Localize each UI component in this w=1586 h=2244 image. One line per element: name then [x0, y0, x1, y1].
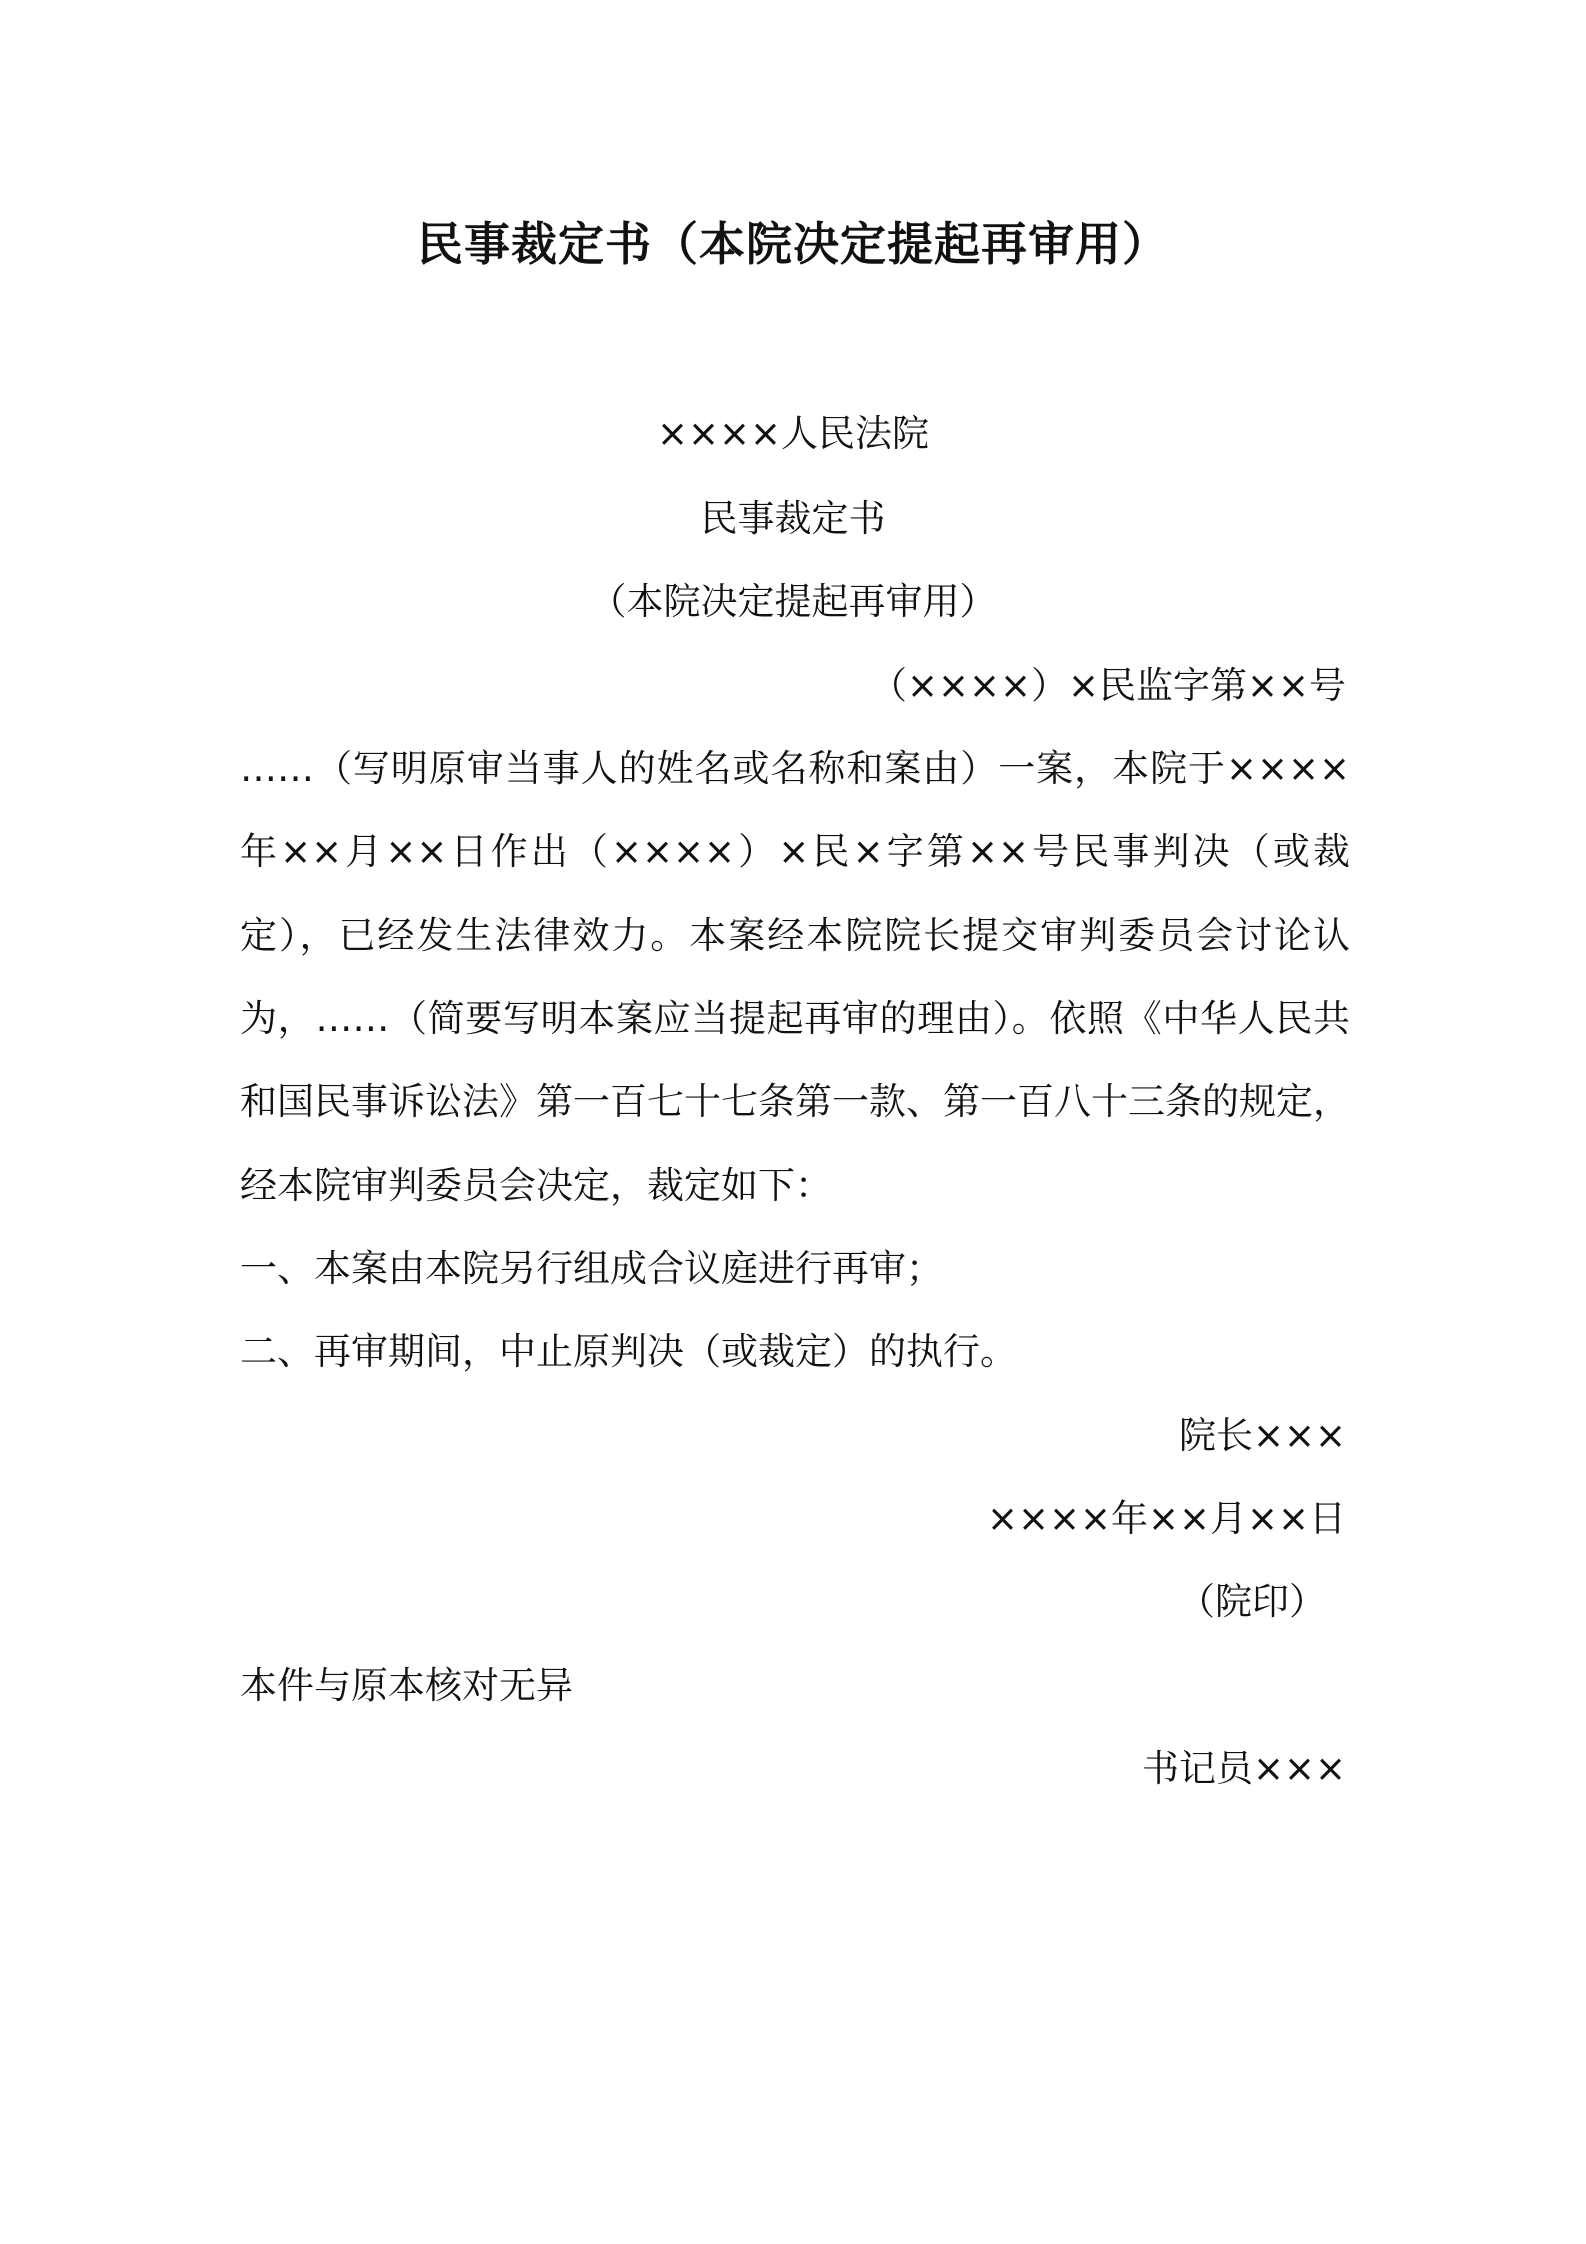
body-line-5: 和国民事诉讼法》第一百七十七条第一款、第一百八十三条的规定， [240, 1080, 1350, 1123]
body-line-4: 为，……（简要写明本案应当提起再审的理由）。依照《中华人民共 [240, 997, 1350, 1040]
court-name: ××××人民法院 [656, 412, 929, 455]
document-title: 民事裁定书（本院决定提起再审用） [417, 217, 1169, 271]
doc-type: 民事裁定书 [700, 497, 886, 540]
document-date: ××××年××月××日 [986, 1497, 1346, 1540]
doc-subtitle: （本院决定提起再审用） [589, 580, 997, 623]
court-seal: （院印） [1178, 1580, 1326, 1623]
body-line-2: 年××月××日作出（××××）×民×字第××号民事判决（或裁 [240, 830, 1350, 873]
verification-note: 本件与原本核对无异 [240, 1664, 573, 1707]
ruling-1: 一、本案由本院另行组成合议庭进行再审； [240, 1247, 943, 1290]
body-line-6: 经本院审判委员会决定，裁定如下： [240, 1164, 832, 1207]
president-signature: 院长××× [1178, 1414, 1346, 1457]
clerk-signature: 书记员××× [1141, 1747, 1346, 1790]
body-line-1: ……（写明原审当事人的姓名或名称和案由）一案，本院于×××× [240, 747, 1350, 790]
case-number: （××××）×民监字第××号 [869, 664, 1346, 707]
ruling-2: 二、再审期间，中止原判决（或裁定）的执行。 [240, 1330, 1017, 1373]
body-line-3: 定），已经发生法律效力。本案经本院院长提交审判委员会讨论认 [240, 914, 1350, 957]
